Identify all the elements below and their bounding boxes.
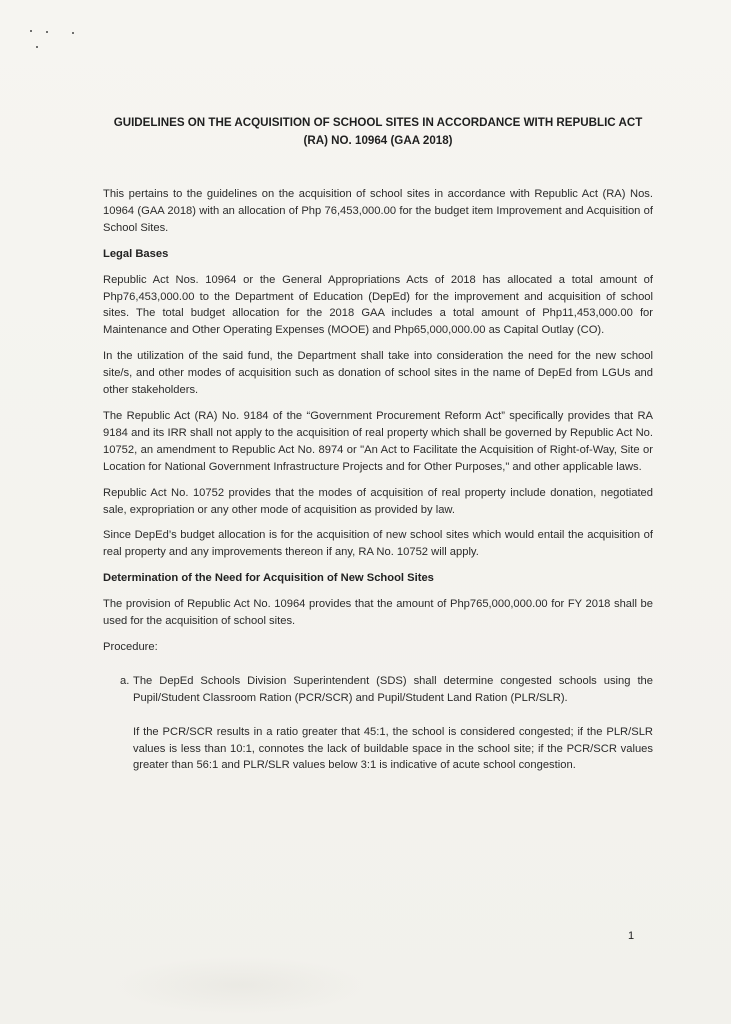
intro-paragraph: This pertains to the guidelines on the acquisition of school sites in accordance with Republic Act (RA) Nos. 10964 (GAA 2018) with an allocation of Php 76,453,000.00 for the budget item Improvement and Acquisition of School Sites. [103,188,653,234]
legal-paragraph-4: Republic Act No. 10752 provides that the modes of acquisition of real property include donation, negotiated sale, expropriation or any other mode of acquisition as provided by law. [103,486,653,516]
page-number: 1 [628,930,635,942]
procedure-list [103,673,653,775]
document-title [103,114,653,150]
scan-speck [36,46,38,48]
legal-paragraph-3: The Republic Act (RA) No. 9184 of the “Government Procurement Reform Act” specifically provides that RA 9184 and its IRR shall not apply to the acquisition of real property which shall be governed by Republic Act No. 10752, an amendment to Republic Act No. 8974 or "An Act to Facilitate the Acquisition of Right-of-Way, Site or Location for National Government Infrastructure Projects and for Other Purposes," and other applicable laws. [103,409,653,473]
determination-paragraph: The provision of Republic Act No. 10964 provides that the amount of Php765,000,000.00 for FY 2018 shall be used for the acquisition of school sites. [103,598,653,628]
legal-paragraph-1: Republic Act Nos. 10964 or the General Appropriations Acts of 2018 has allocated a total amount of Php76,453,000.00 to the Department of Education (DepEd) for the improvement and acquisition of school sites. The total budget allocation for the 2018 GAA includes a total amount of Php11,453,000.00 for Maintenance and Other Operating Expenses (MOOE) and Php65,000,000.00 as Capital Outlay (CO). [103,273,653,337]
scan-speck [46,31,48,33]
legal-paragraph-5: Since DepEd’s budget allocation is for the acquisition of new school sites which would entail the acquisition of real property and any improvements thereon if any, RA No. 10752 will apply. [103,529,653,559]
procedure-item-text: The DepEd Schools Division Superintendent (SDS) shall determine congested schools using the Pupil/Student Classroom Ration (PCR/SCR) and Pupil/Student Land Ration (PLR/SLR). [133,674,653,704]
title-line-2: (RA) NO. 10964 (GAA 2018) [303,134,453,147]
procedure-item-subtext: If the PCR/SCR results in a ratio greater that 45:1, the school is considered congested; if the PLR/SLR values is less than 10:1, connotes the lack of buildable space in the school site; if the PCR/SCR values greater than 56:1 and PLR/SLR values below 3:1 is indicative of acute school congestion. [133,725,653,772]
scan-specks [26,28,86,58]
legal-bases-heading: Legal Bases [103,247,169,260]
scan-speck [72,32,74,34]
procedure-item-marker: a. [120,674,130,687]
procedure-item [103,673,653,775]
title-line-1: GUIDELINES ON THE ACQUISITION OF SCHOOL SITES IN ACCORDANCE WITH REPUBLIC ACT [113,116,643,129]
scan-speck [30,30,32,32]
determination-heading: Determination of the Need for Acquisition of New School Sites [103,572,434,585]
scan-smudge [110,955,370,1015]
procedure-label: Procedure: [103,640,158,653]
document-body [103,114,653,791]
legal-paragraph-2: In the utilization of the said fund, the Department shall take into consideration the need for the new school site/s, and other modes of acquisition such as donation of school sites in the name of DepEd from LGUs and other stakeholders. [103,350,653,397]
